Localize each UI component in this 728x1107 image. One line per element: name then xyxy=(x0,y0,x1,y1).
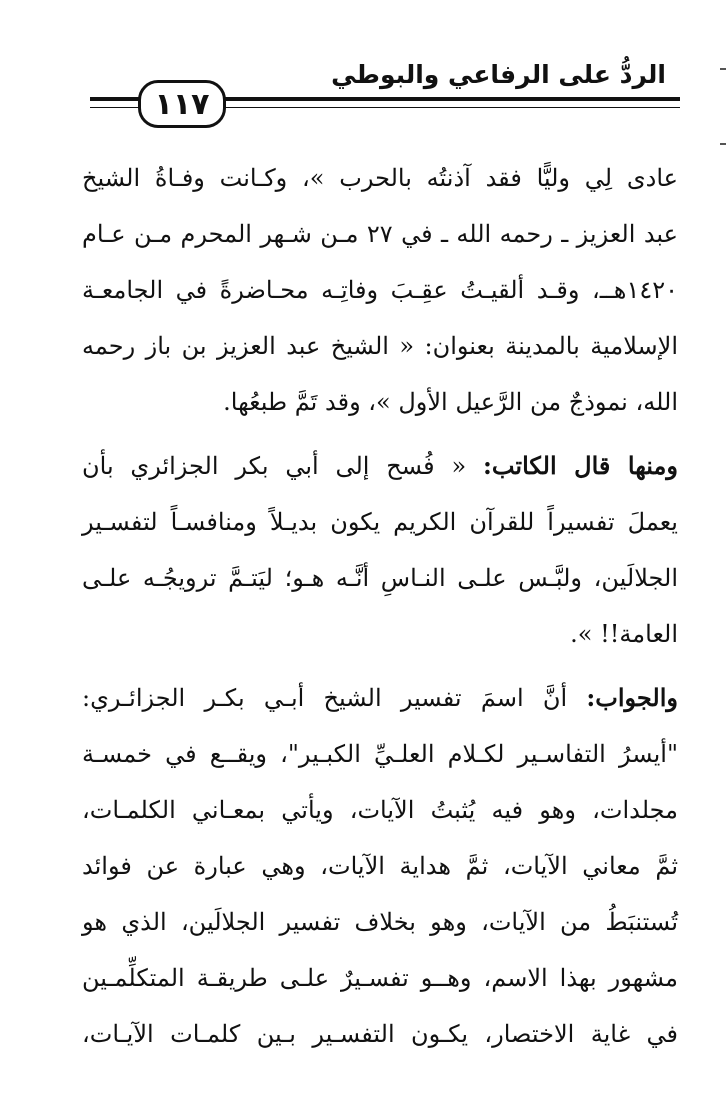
page-header xyxy=(0,0,728,140)
text-line: مجلدات، وهو فيه يُثبتُ الآيات، ويأتي بمعـاني الكلمـات، xyxy=(82,796,678,824)
text-line: الله، نموذجٌ من الرَّعيل الأول »، وقد تَمَّ طبعُها. xyxy=(223,388,678,416)
text-line: يعملَ تفسيراً للقرآن الكريم يكون بديـلاً ومنافسـاً لتفسـير xyxy=(82,508,678,536)
paragraph-3 xyxy=(82,670,678,1062)
text-line: الجلالَين، ولبَّـس علـى النـاسِ أنَّـه هـو؛ ليَتـمَّ ترويجُـه علـى xyxy=(82,564,678,592)
paragraph-1 xyxy=(82,150,678,430)
text-line: عبد العزيز ـ رحمه الله ـ في ٢٧ مـن شـهر المحرم مـن عـام xyxy=(82,220,678,248)
text-line: العامة!! ». xyxy=(570,620,678,648)
text-line: ثمَّ معاني الآيات، ثمَّ هداية الآيات، وهي عبارة عن فوائد xyxy=(82,852,678,880)
text-line: تُستنبَطُ من الآيات، وهو بخلاف تفسير الجلالَين، الذي هو xyxy=(82,908,678,936)
paragraph-2 xyxy=(82,438,678,662)
page-number: ١١٧ xyxy=(154,86,210,122)
paragraph-lead: ومنها قال الكاتب: xyxy=(482,451,678,480)
paragraph-lead: والجواب: xyxy=(586,683,678,712)
paragraph-lead-rest: أنَّ اسمَ تفسير الشيخ أبـي بكـر الجزائـري: xyxy=(82,684,587,712)
edge-mark xyxy=(720,143,726,145)
text-line: الإسلامية بالمدينة بعنوان: « الشيخ عبد العزيز بن باز رحمه xyxy=(82,332,678,360)
text-line: مشهور بهذا الاسم، وهــو تفسـيرٌ علـى طريقـة المتكلِّمـين xyxy=(82,964,678,992)
running-title: الردُّ على الرفاعي والبوطي xyxy=(331,60,666,89)
text-line: عادى لِي وليًّا فقد آذنتُه بالحرب »، وكـانت وفـاةُ الشيخ xyxy=(82,164,678,192)
body-text xyxy=(82,150,678,1062)
page-number-box xyxy=(138,80,226,128)
text-line xyxy=(82,670,678,726)
text-line: في غاية الاختصار، يكـون التفسـير بـين كلمـات الآيـات، xyxy=(82,1020,678,1048)
text-line xyxy=(82,438,678,494)
edge-mark xyxy=(720,68,726,70)
text-line: "أيسرُ التفاسـير لكـلام العلـيِّ الكبـير"، ويقــع في خمسـة xyxy=(82,740,678,768)
text-line: ١٤٢٠هــ، وقـد ألقيـتُ عقِـبَ وفاتِـه محـاضرةً في الجامعـة xyxy=(82,276,678,304)
paragraph-lead-rest: « فُسح إلى أبي بكر الجزائري بأن xyxy=(82,452,483,480)
